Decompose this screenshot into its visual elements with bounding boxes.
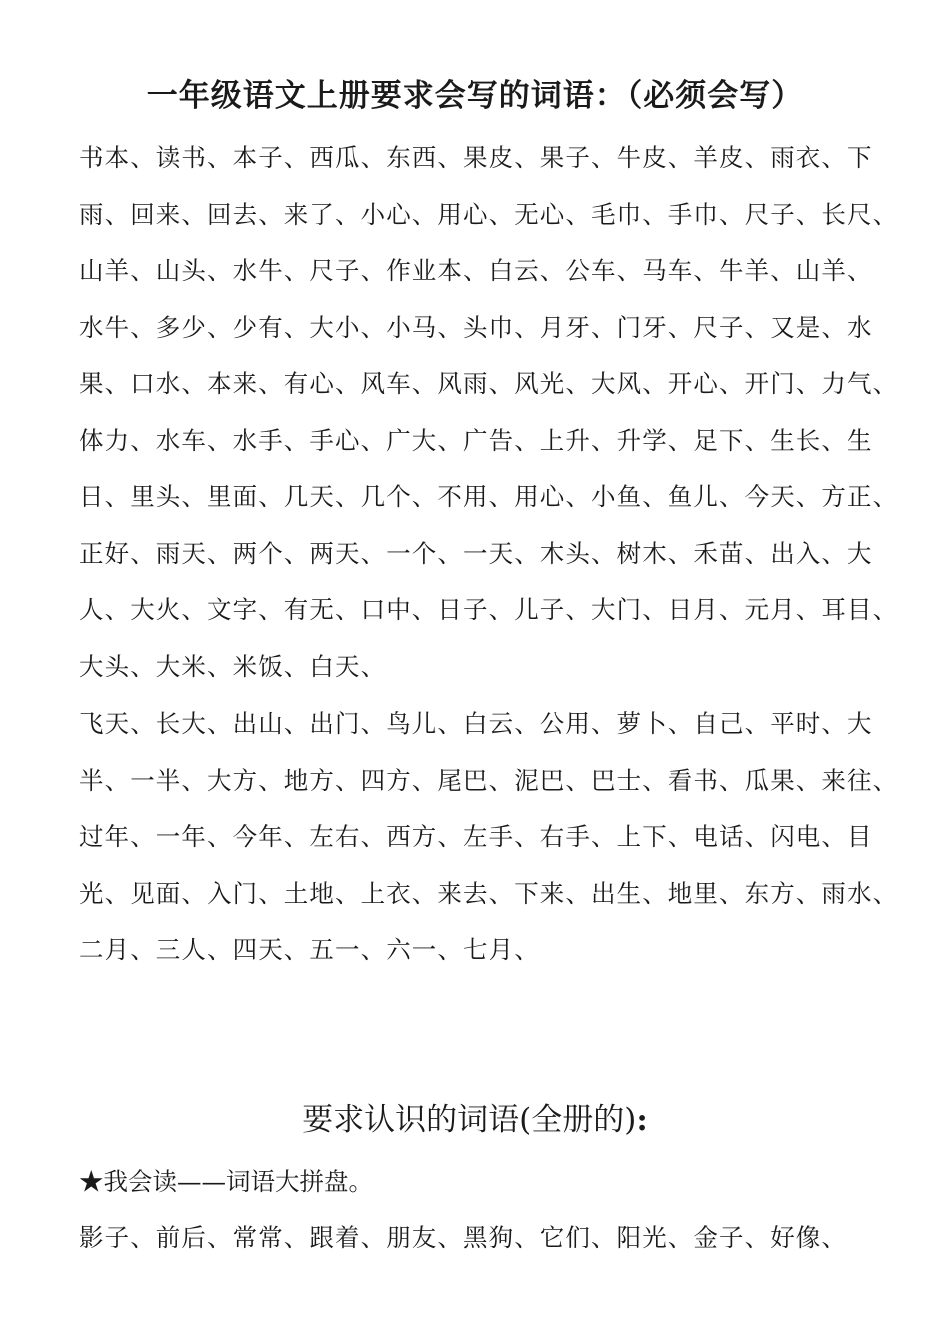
section-heading-colon: : <box>636 1102 648 1138</box>
word-line: 过年、一年、今年、左右、西方、左手、右手、上下、电话、闪电、目 <box>79 822 873 851</box>
word-line: 正好、雨天、两个、两天、一个、一天、木头、树木、禾苗、出入、大 <box>79 539 873 568</box>
word-line: 影子、前后、常常、跟着、朋友、黑狗、它们、阳光、金子、好像、 <box>79 1223 847 1252</box>
word-line: 雨、回来、回去、来了、小心、用心、无心、毛巾、手巾、尺子、长尺、 <box>79 200 899 229</box>
word-line: 山羊、山头、水牛、尺子、作业本、白云、公车、马车、牛羊、山羊、 <box>79 256 873 285</box>
word-line: 日、里头、里面、几天、几个、不用、用心、小鱼、鱼儿、今天、方正、 <box>79 482 899 511</box>
word-line: 书本、读书、本子、西瓜、东西、果皮、果子、牛皮、羊皮、雨衣、下 <box>79 143 873 172</box>
section-intro: ★我会读——词语大拼盘。 <box>79 1167 373 1196</box>
section-heading-text: 要求认识的词语(全册的) <box>302 1102 637 1138</box>
section-heading <box>0 1096 950 1144</box>
word-line: 果、口水、本来、有心、风车、风雨、风光、大风、开心、开门、力气、 <box>79 369 899 398</box>
word-line: 大头、大米、米饭、白天、 <box>79 652 387 681</box>
word-line: 半、一半、大方、地方、四方、尾巴、泥巴、巴士、看书、瓜果、来往、 <box>79 766 899 795</box>
word-line: 体力、水车、水手、手心、广大、广告、上升、升学、足下、生长、生 <box>79 426 873 455</box>
word-line: 水牛、多少、少有、大小、小马、头巾、月牙、门牙、尺子、又是、水 <box>79 313 873 342</box>
word-line: 人、大火、文字、有无、口中、日子、儿子、大门、日月、元月、耳目、 <box>79 595 899 624</box>
word-line: 二月、三人、四天、五一、六一、七月、 <box>79 935 540 964</box>
word-line: 光、见面、入门、土地、上衣、来去、下来、出生、地里、东方、雨水、 <box>79 879 899 908</box>
page-title: 一年级语文上册要求会写的词语：（必须会写） <box>146 78 804 114</box>
word-line: 飞天、长大、出山、出门、鸟儿、白云、公用、萝卜、自己、平时、大 <box>79 709 873 738</box>
